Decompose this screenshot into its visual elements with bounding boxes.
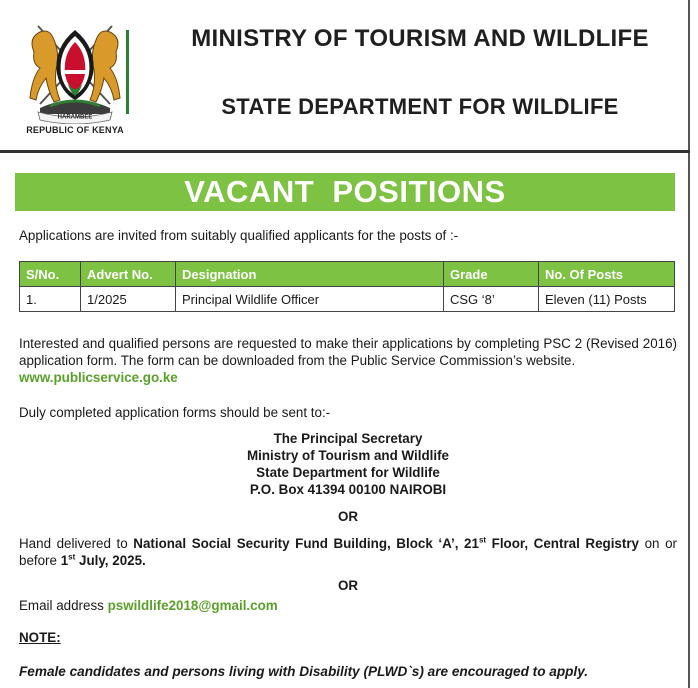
address-line: Ministry of Tourism and Wildlife xyxy=(247,448,449,463)
cell-no-of-posts: Eleven (11) Posts xyxy=(539,287,675,312)
coa-caption: REPUBLIC OF KENYA xyxy=(26,125,124,135)
email-link[interactable]: pswildlife2018@gmail.com xyxy=(107,598,278,613)
hand-delivery-prefix: Hand delivered to xyxy=(19,536,134,551)
vacant-positions-banner xyxy=(15,173,675,211)
department-title: STATE DEPARTMENT FOR WILDLIFE xyxy=(221,94,619,119)
cell-grade: CSG ‘8’ xyxy=(444,287,539,312)
intro-text: Applications are invited from suitably qualified applicants for the posts of :- xyxy=(19,228,459,243)
hand-delivery-text xyxy=(19,535,677,569)
note-label: NOTE: xyxy=(19,630,61,645)
or-separator: OR xyxy=(337,578,359,593)
application-instructions xyxy=(19,335,677,386)
cell-designation: Principal Wildlife Officer xyxy=(176,287,444,312)
address-line: The Principal Secretary xyxy=(273,431,423,446)
encouragement-text: Female candidates and persons living with Disability (PLWD`s) are encouraged to apply. xyxy=(19,664,589,679)
address-line: P.O. Box 41394 00100 NAIROBI xyxy=(249,482,447,497)
application-text: Interested and qualified persons are requested to make their applications by completing PSC 2 (Revised 2016) application form. The form can be downloaded from the Public Service Commission’s website. xyxy=(19,336,677,368)
banner-title: VACANT POSITIONS xyxy=(184,174,506,209)
cell-sno: 1. xyxy=(20,287,81,312)
col-grade: Grade xyxy=(444,262,539,287)
address-line: State Department for Wildlife xyxy=(256,465,440,480)
or-separator: OR xyxy=(337,509,359,524)
header xyxy=(0,0,690,150)
email-line xyxy=(19,597,677,614)
cell-advert-no: 1/2025 xyxy=(81,287,176,312)
floor-ordinal: st xyxy=(478,535,487,545)
table-row xyxy=(20,287,675,312)
coat-of-arms-icon xyxy=(20,12,130,124)
table-header-row xyxy=(20,262,675,287)
col-advert-no: Advert No. xyxy=(81,262,176,287)
col-designation: Designation xyxy=(176,262,444,287)
header-divider xyxy=(0,150,690,153)
deadline-ordinal: st xyxy=(68,552,76,562)
delivery-place: National Social Security Fund Building, Block ‘A’, 21 xyxy=(133,536,479,551)
deadline-rest: July, 2025. xyxy=(75,553,146,568)
postal-address xyxy=(19,430,677,498)
website-link[interactable]: www.publicservice.go.ke xyxy=(19,370,178,385)
hand-delivery-mid: on or before xyxy=(19,536,677,568)
positions-table xyxy=(19,261,675,312)
delivery-place-suffix: Floor, Central Registry xyxy=(486,536,639,551)
coa-motto: HARAMBEE xyxy=(57,114,93,121)
col-no-of-posts: No. Of Posts xyxy=(539,262,675,287)
send-to-label: Duly completed application forms should be sent to:- xyxy=(19,405,331,420)
ministry-title: MINISTRY OF TOURISM AND WILDLIFE xyxy=(191,25,649,52)
deadline-day: 1 xyxy=(60,553,69,568)
email-label: Email address xyxy=(19,598,108,613)
coat-of-arms xyxy=(20,12,130,137)
col-sno: S/No. xyxy=(20,262,81,287)
